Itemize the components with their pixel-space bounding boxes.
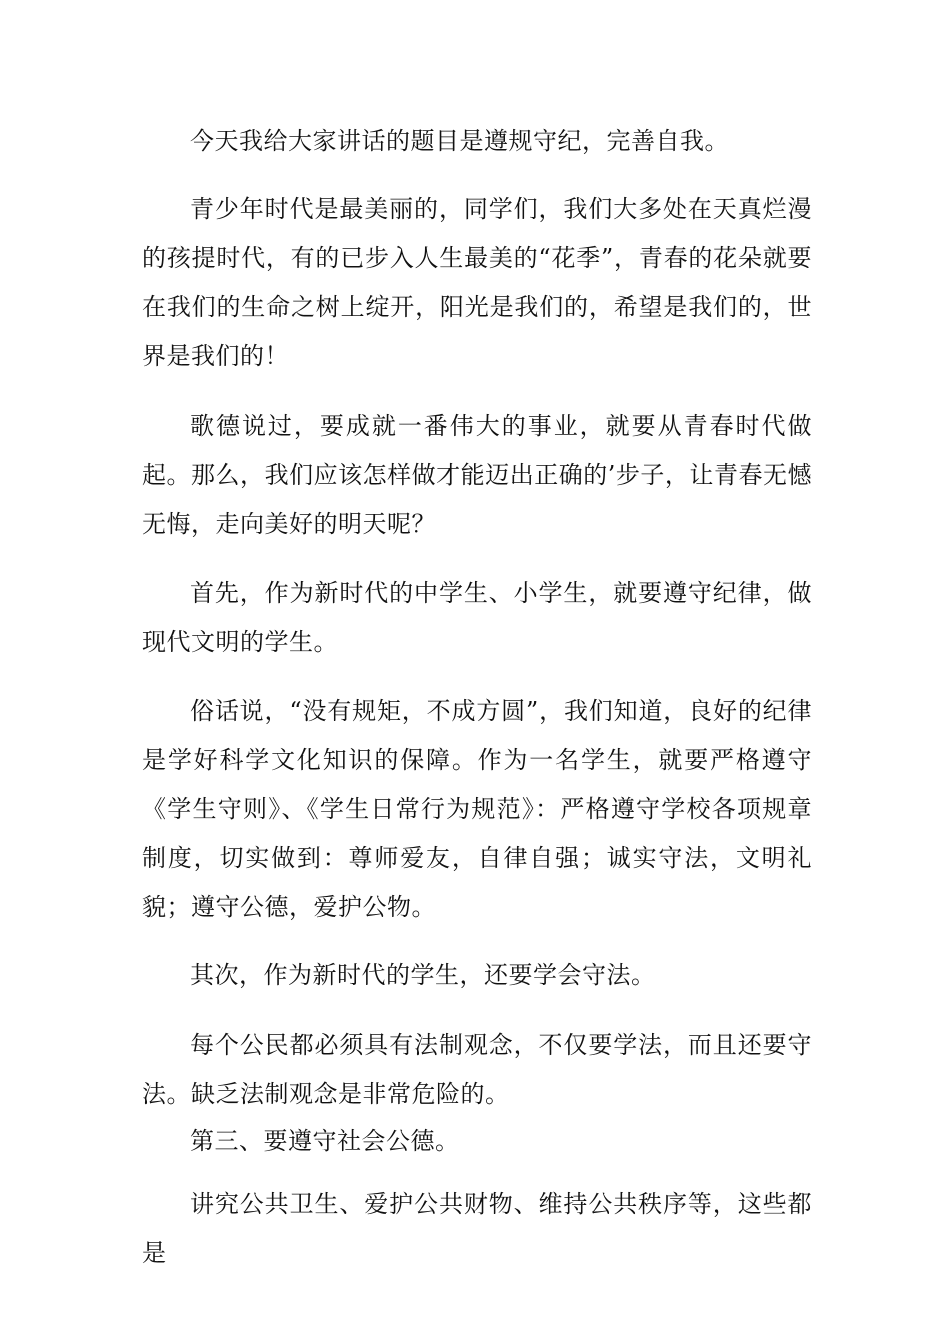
paragraph-public-morality: 讲究公共卫生、爱护公共财物、维持公共秩序等，这些都是 — [142, 1190, 812, 1267]
paragraph-first-point: 首先，作为新时代的中学生、小学生，就要遵守纪律，做现代文明的学生。 — [142, 579, 812, 656]
paragraph-topic: 今天我给大家讲话的题目是遵规守纪，完善自我。 — [190, 127, 729, 155]
paragraph-youth: 青少年时代是最美丽的，同学们，我们大多处在天真烂漫的孩提时代，有的已步入人生最美的“花季”，青春的花朵就要在我们的生命之树上绽开，阳光是我们的，希望是我们的，世界是我们的！ — [142, 195, 812, 370]
paragraph-second-point: 其次，作为新时代的学生，还要学会守法。 — [190, 961, 656, 989]
paragraph-law: 每个公民都必须具有法制观念，不仅要学法，而且还要守法。缺乏法制观念是非常危险的。 — [142, 1031, 812, 1108]
paragraph-goethe: 歌德说过，要成就一番伟大的事业，就要从青春时代做起。那么，我们应该怎样做才能迈出正确的’步子，让青春无憾无悔，走向美好的明天呢？ — [142, 412, 812, 538]
paragraph-discipline: 俗话说，“没有规矩，不成方圆”，我们知道，良好的纪律是学好科学文化知识的保障。作为一名学生，就要严格遵守《学生守则》、《学生日常行为规范》：严格遵守学校各项规章制度，切实做到：尊师爱友，自律自强；诚实守法，文明礼貌；遵守公德，爱护公物。 — [142, 697, 812, 921]
paragraph-third-point: 第三、要遵守社会公德。 — [190, 1127, 460, 1155]
